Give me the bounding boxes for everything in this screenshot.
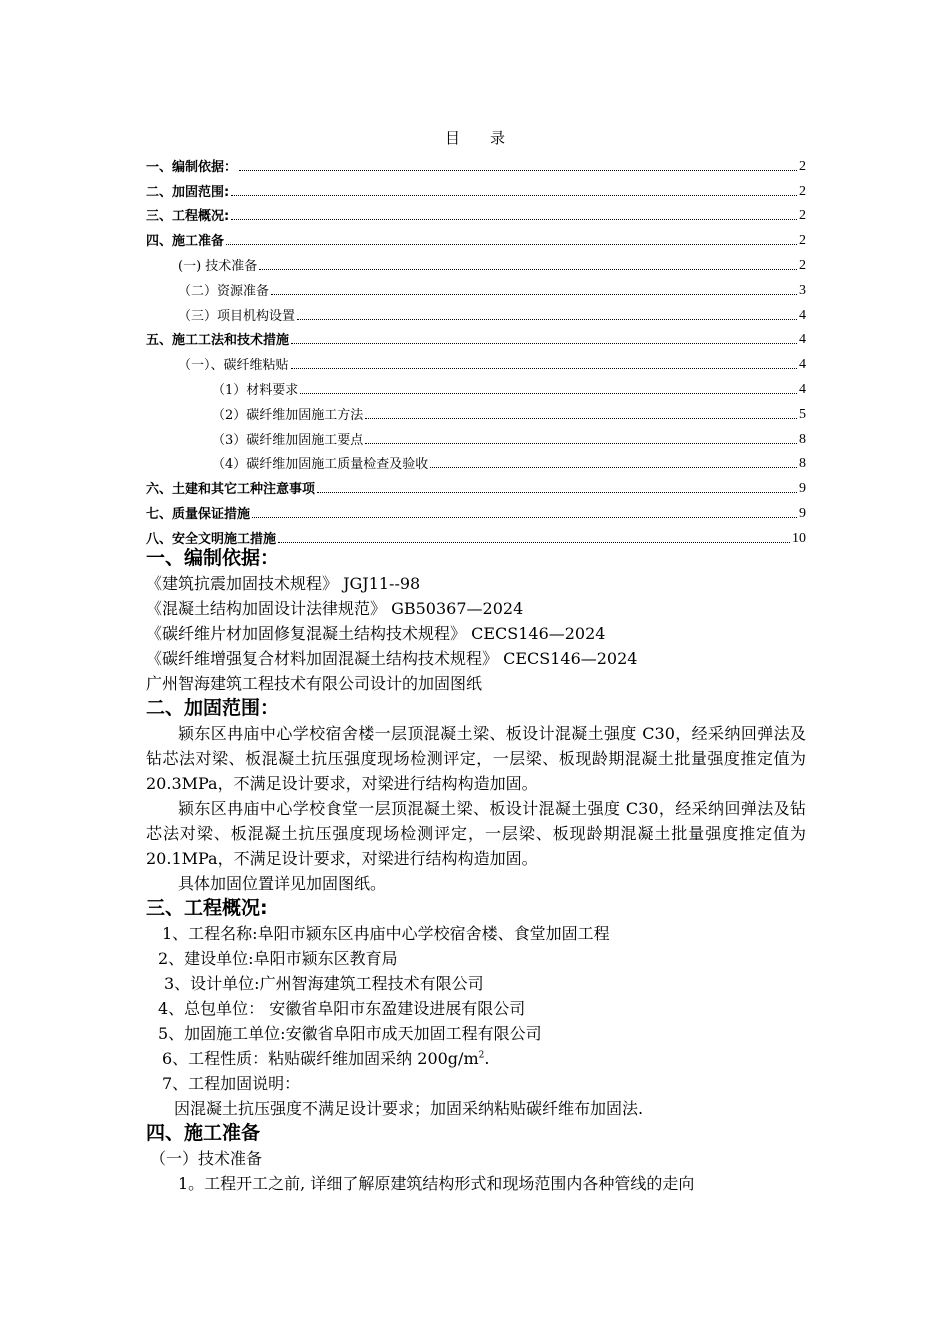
toc-entry[interactable]: 五、施工工法和技术措施 4 <box>146 332 806 349</box>
reference-item: 《建筑抗震加固技术规程》 JGJ11--98 <box>146 574 421 593</box>
toc-entry[interactable]: 三、工程概况: 2 <box>146 208 806 225</box>
section-heading-scope: 二、加固范围： <box>146 697 280 719</box>
overview-item: 3、设计单位:广州智海建筑工程技术有限公司 <box>164 974 484 993</box>
toc-entry[interactable]: 二、加固范围: 2 <box>146 183 806 200</box>
toc-entry[interactable]: 一、编制依据： 2 <box>146 158 806 175</box>
scope-paragraph-canteen: 颍东区冉庙中心学校食堂一层顶混凝土梁、板设计混凝土强度 C30，经采纳回弹法及钻芯法对梁、板混凝土抗压强度现场检测评定，一层梁、板现龄期混凝土批量强度推定值为20.1MPa，不满足设计要求，对梁进行结构构造加固。 <box>146 799 806 868</box>
toc-entry[interactable]: （三）项目机构设置 4 <box>178 307 806 324</box>
toc-title-char-1: 目 <box>444 129 462 147</box>
toc-entry[interactable]: 七、质量保证措施 9 <box>146 505 806 522</box>
toc-entry[interactable]: 八、安全文明施工措施 10 <box>146 530 806 547</box>
overview-item: 1、工程名称:阜阳市颍东区冉庙中心学校宿舍楼、食堂加固工程 <box>162 924 610 943</box>
scope-paragraph-dormitory: 颍东区冉庙中心学校宿舍楼一层顶混凝土梁、板设计混凝土强度 C30，经采纳回弹法及钻芯法对梁、板混凝土抗压强度现场检测评定，一层梁、板现龄期混凝土批量强度推定值为20.3MPa，不满足设计要求，对梁进行结构构造加固。 <box>146 724 806 793</box>
toc-entry[interactable]: （二）资源准备 3 <box>178 282 806 299</box>
scope-paragraph-note: 具体加固位置详见加固图纸。 <box>178 874 387 893</box>
toc-entry[interactable]: （一）、碳纤维粘贴 4 <box>178 357 806 374</box>
reference-item: 《混凝土结构加固设计法律规范》 GB50367—2024 <box>146 599 524 618</box>
section-heading-preparation: 四、施工准备 <box>146 1122 261 1144</box>
toc-title-char-2: 录 <box>490 129 508 147</box>
overview-item-nature: 6、工程性质：粘贴碳纤维加固采纳 $200g/m^2$. <box>162 1049 490 1068</box>
overview-item: 2、建设单位:阜阳市颍东区教育局 <box>158 949 398 968</box>
preparation-paragraph: 1。工程开工之前, 详细了解原建筑结构形式和现场范围内各种管线的走向 <box>178 1174 695 1193</box>
table-of-contents <box>146 150 806 547</box>
reference-item: 《碳纤维片材加固修复混凝土结构技术规程》 CECS146—2024 <box>146 624 606 643</box>
document-body <box>146 546 806 1196</box>
overview-item: 5、加固施工单位:安徽省阜阳市成天加固工程有限公司 <box>158 1024 542 1043</box>
overview-item: 4、总包单位： 安徽省阜阳市东盈建设进展有限公司 <box>158 999 526 1018</box>
toc-entry[interactable]: 六、土建和其它工种注意事项 9 <box>146 481 806 498</box>
toc-entry[interactable]: （2）碳纤维加固施工方法 5 <box>212 406 806 423</box>
toc-entry[interactable]: （4）碳纤维加固施工质量检查及验收 8 <box>212 456 806 473</box>
reference-item: 广州智海建筑工程技术有限公司设计的加固图纸 <box>146 674 483 693</box>
section-heading-basis: 一、编制依据： <box>146 547 280 569</box>
toc-entry[interactable]: 四、施工准备 2 <box>146 233 806 250</box>
toc-entry[interactable]: (一) 技术准备 2 <box>178 257 806 274</box>
toc-entry[interactable]: （1）材料要求 4 <box>212 381 806 398</box>
toc-title <box>146 127 806 148</box>
reference-item: 《碳纤维增强复合材料加固混凝土结构技术规程》 CECS146—2024 <box>146 649 638 668</box>
overview-item: 7、工程加固说明： <box>162 1074 301 1093</box>
subsection-heading: （一）技术准备 <box>150 1149 263 1168</box>
section-heading-overview: 三、工程概况: <box>146 897 268 919</box>
toc-entry[interactable]: （3）碳纤维加固施工要点 8 <box>212 431 806 448</box>
overview-note: 因混凝土抗压强度不满足设计要求；加固采纳粘贴碳纤维布加固法. <box>174 1099 644 1118</box>
